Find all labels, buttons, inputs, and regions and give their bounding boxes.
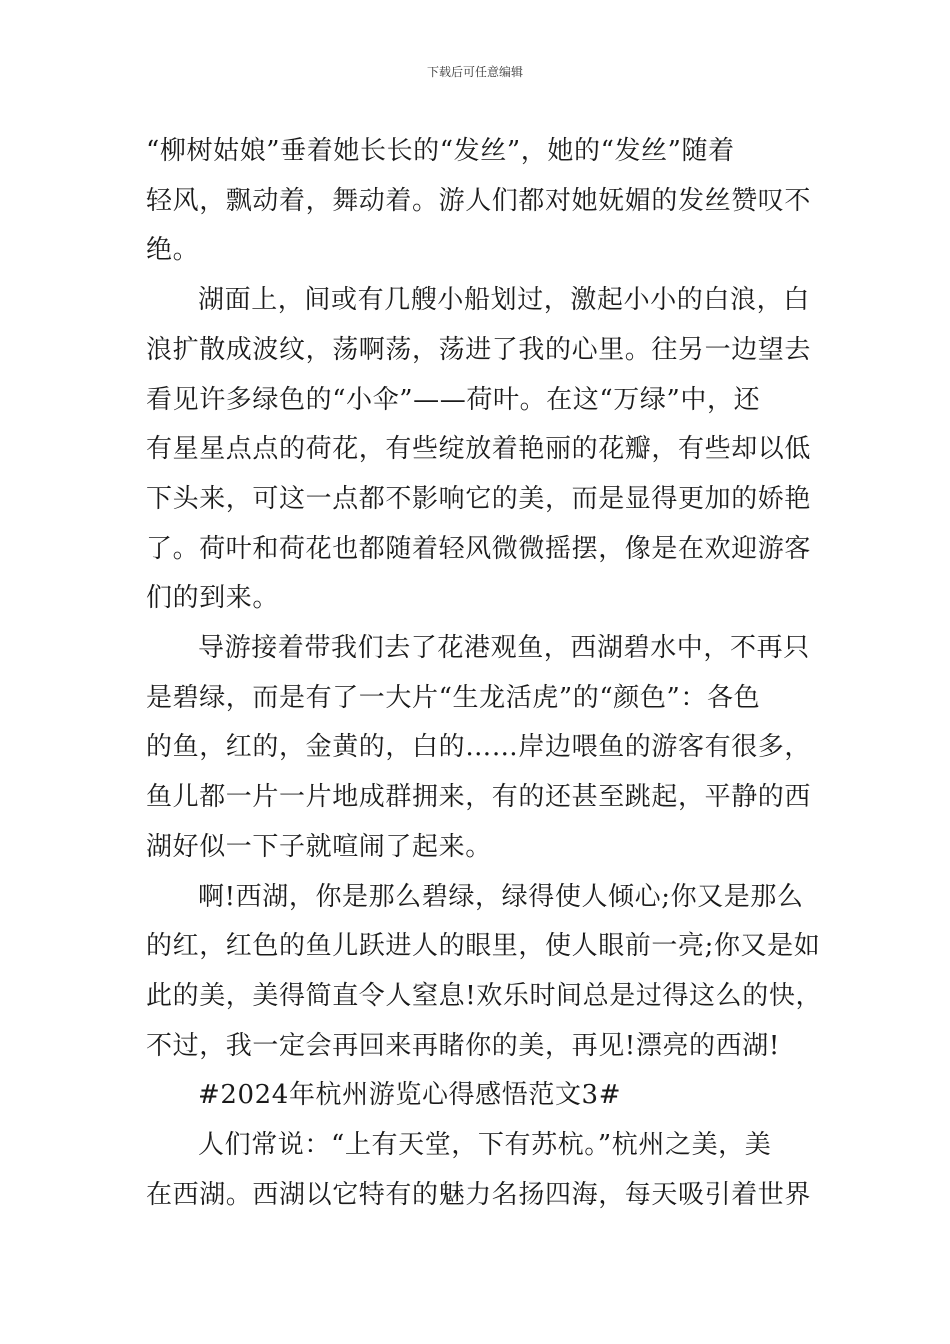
text-line: 啊!西湖，你是那么碧绿，绿得使人倾心;你又是那么 bbox=[198, 881, 804, 912]
text-line: 浪扩散成波纹，荡啊荡，荡进了我的心里。往另一边望去 bbox=[146, 334, 812, 365]
text-line: 了。荷叶和荷花也都随着轻风微微摇摆，像是在欢迎游客 bbox=[146, 533, 812, 564]
text-line: 不过，我一定会再回来再睹你的美，再见!漂亮的西湖! bbox=[146, 1030, 780, 1061]
section-heading bbox=[146, 1071, 808, 1121]
text-line: 的红，红色的鱼儿跃进人的眼里，使人眼前一亮;你又是如 bbox=[146, 931, 821, 962]
paragraph-lake-surface bbox=[146, 276, 812, 624]
paragraph-west-lake-praise bbox=[146, 873, 823, 1072]
text-line: 此的美，美得简直令人窒息!欢乐时间总是过得这么的快， bbox=[146, 980, 823, 1011]
text-line: 导游接着带我们去了花港观鱼，西湖碧水中，不再只 bbox=[198, 633, 810, 664]
text-line: 鱼儿都一片一片地成群拥来，有的还甚至跳起，平静的西 bbox=[146, 782, 812, 813]
text-line: 是碧绿，而是有了一大片“生龙活虎”的“颜色”：各色 bbox=[146, 682, 761, 713]
text-line: 的鱼，红的，金黄的，白的……岸边喂鱼的游客有很多， bbox=[146, 732, 812, 763]
text-line: 看见许多绿色的“小伞”——荷叶。在这“万绿”中，还 bbox=[146, 384, 761, 415]
text-line: #2024年杭州游览心得感悟范文3# bbox=[198, 1080, 622, 1111]
page-header-note: 下载后可任意编辑 bbox=[426, 65, 523, 79]
text-line: “柳树姑娘”垂着她长长的“发丝”，她的“发丝”随着 bbox=[146, 136, 735, 166]
paragraph-willow bbox=[146, 127, 812, 276]
text-line: 有星星点点的荷花，有些绽放着艳丽的花瓣，有些却以低 bbox=[146, 434, 812, 465]
text-line: 下头来，可这一点都不影响它的美，而是显得更加的娇艳 bbox=[146, 483, 812, 514]
paragraph-hangzhou-intro bbox=[146, 1121, 812, 1220]
text-line: 湖好似一下子就喧闹了起来。 bbox=[146, 831, 492, 862]
text-line: 轻风，飘动着，舞动着。游人们都对她妩媚的发丝赞叹不 bbox=[146, 185, 812, 216]
text-line: 湖面上，间或有几艘小船划过，激起小小的白浪，白 bbox=[198, 285, 810, 316]
document-body bbox=[146, 127, 823, 1220]
text-line: 在西湖。西湖以它特有的魅力名扬四海，每天吸引着世界 bbox=[146, 1179, 812, 1210]
paragraph-fish-viewing bbox=[146, 624, 812, 873]
text-line: 们的到来。 bbox=[146, 583, 280, 614]
text-line: 人们常说：“上有天堂，下有苏杭。”杭州之美，美 bbox=[198, 1130, 772, 1161]
text-line: 绝。 bbox=[146, 235, 200, 266]
